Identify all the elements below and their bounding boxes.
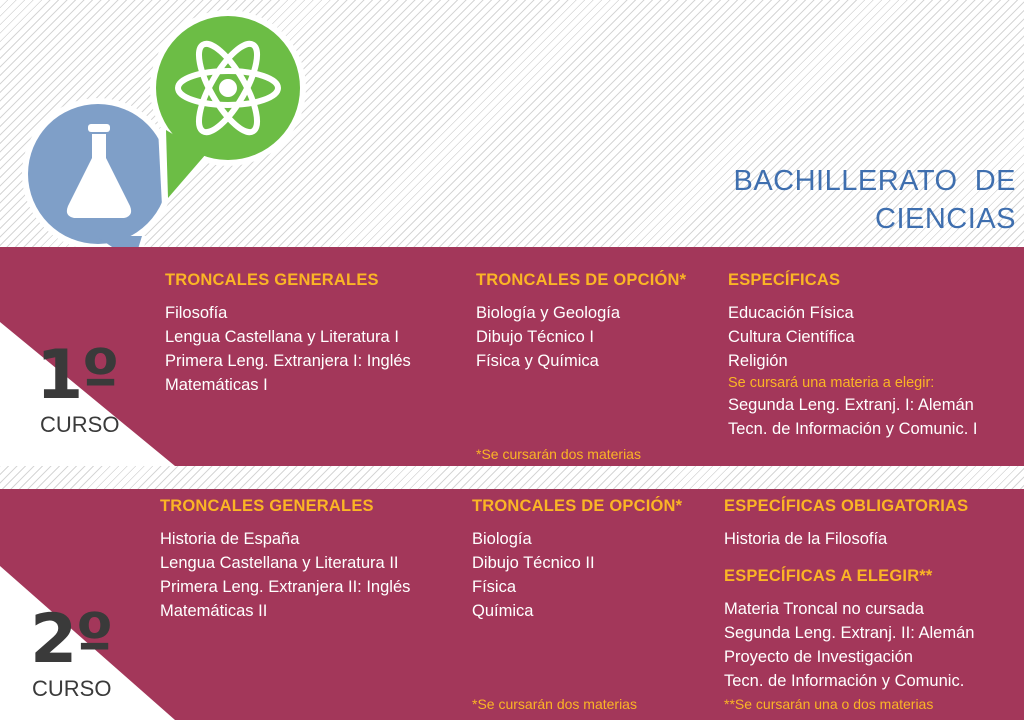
page-title-line2: CIENCIAS [875, 203, 1016, 235]
page-title [733, 162, 1016, 238]
list-item: Cultura Científica [728, 328, 855, 346]
list-item: Tecn. de Información y Comunic. [724, 672, 965, 690]
list-item: Tecn. de Información y Comunic. I [728, 420, 978, 438]
list-item: Religión [728, 352, 788, 370]
course-1-number: 1º [36, 336, 118, 415]
section-heading: ESPECÍFICAS A ELEGIR** [724, 567, 933, 585]
list-item: Dibujo Técnico II [472, 554, 595, 572]
list-item: Física y Química [476, 352, 599, 370]
list-item: Materia Troncal no cursada [724, 600, 924, 618]
list-item: Matemáticas II [160, 602, 268, 620]
list-item: Historia de la Filosofía [724, 530, 888, 548]
page-title-line1: BACHILLERATO DE [733, 165, 1016, 197]
course-2-troncales-generales [160, 496, 410, 623]
course-1-troncales-generales [165, 270, 411, 397]
course-2-elegir-note: **Se cursarán una o dos materias [724, 696, 934, 712]
section-heading: ESPECÍFICAS OBLIGATORIAS [724, 497, 969, 515]
section-heading: TRONCALES GENERALES [165, 271, 379, 289]
course-2-especificas-obligatorias [724, 496, 968, 551]
course-2-especificas-elegir [724, 566, 974, 693]
list-item: Lengua Castellana y Literatura II [160, 554, 399, 572]
course-1-especificas [728, 270, 977, 441]
list-item: Biología [472, 530, 532, 548]
choice-note: Se cursará una materia a elegir: [728, 375, 935, 391]
section-heading: TRONCALES GENERALES [160, 497, 374, 515]
list-item: Primera Leng. Extranjera II: Inglés [160, 578, 411, 596]
course-2-label: CURSO [32, 676, 112, 701]
list-item: Biología y Geología [476, 304, 621, 322]
list-item: Proyecto de Investigación [724, 648, 913, 666]
section-heading: TRONCALES DE OPCIÓN* [476, 271, 687, 289]
course-2-opcion-note: *Se cursarán dos materias [472, 696, 637, 712]
list-item: Primera Leng. Extranjera I: Inglés [165, 352, 411, 370]
list-item: Matemáticas I [165, 376, 268, 394]
list-item: Filosofía [165, 304, 228, 322]
list-item: Segunda Leng. Extranj. I: Alemán [728, 396, 974, 414]
section-heading: TRONCALES DE OPCIÓN* [472, 497, 683, 515]
atom-icon [140, 8, 310, 208]
list-item: Educación Física [728, 304, 854, 322]
course-1-label: CURSO [40, 412, 120, 437]
list-item: Lengua Castellana y Literatura I [165, 328, 399, 346]
course-1-troncales-opcion [476, 270, 686, 373]
list-item: Historia de España [160, 530, 300, 548]
course-2-troncales-opcion [472, 496, 682, 623]
list-item: Segunda Leng. Extranj. II: Alemán [724, 624, 975, 642]
course-2-number: 2º [30, 600, 112, 679]
list-item: Dibujo Técnico I [476, 328, 595, 346]
section-heading: ESPECÍFICAS [728, 271, 841, 289]
list-item: Química [472, 602, 534, 620]
atom-speech-bubble [140, 8, 310, 208]
course-1-opcion-note: *Se cursarán dos materias [476, 446, 641, 462]
list-item: Física [472, 578, 517, 596]
